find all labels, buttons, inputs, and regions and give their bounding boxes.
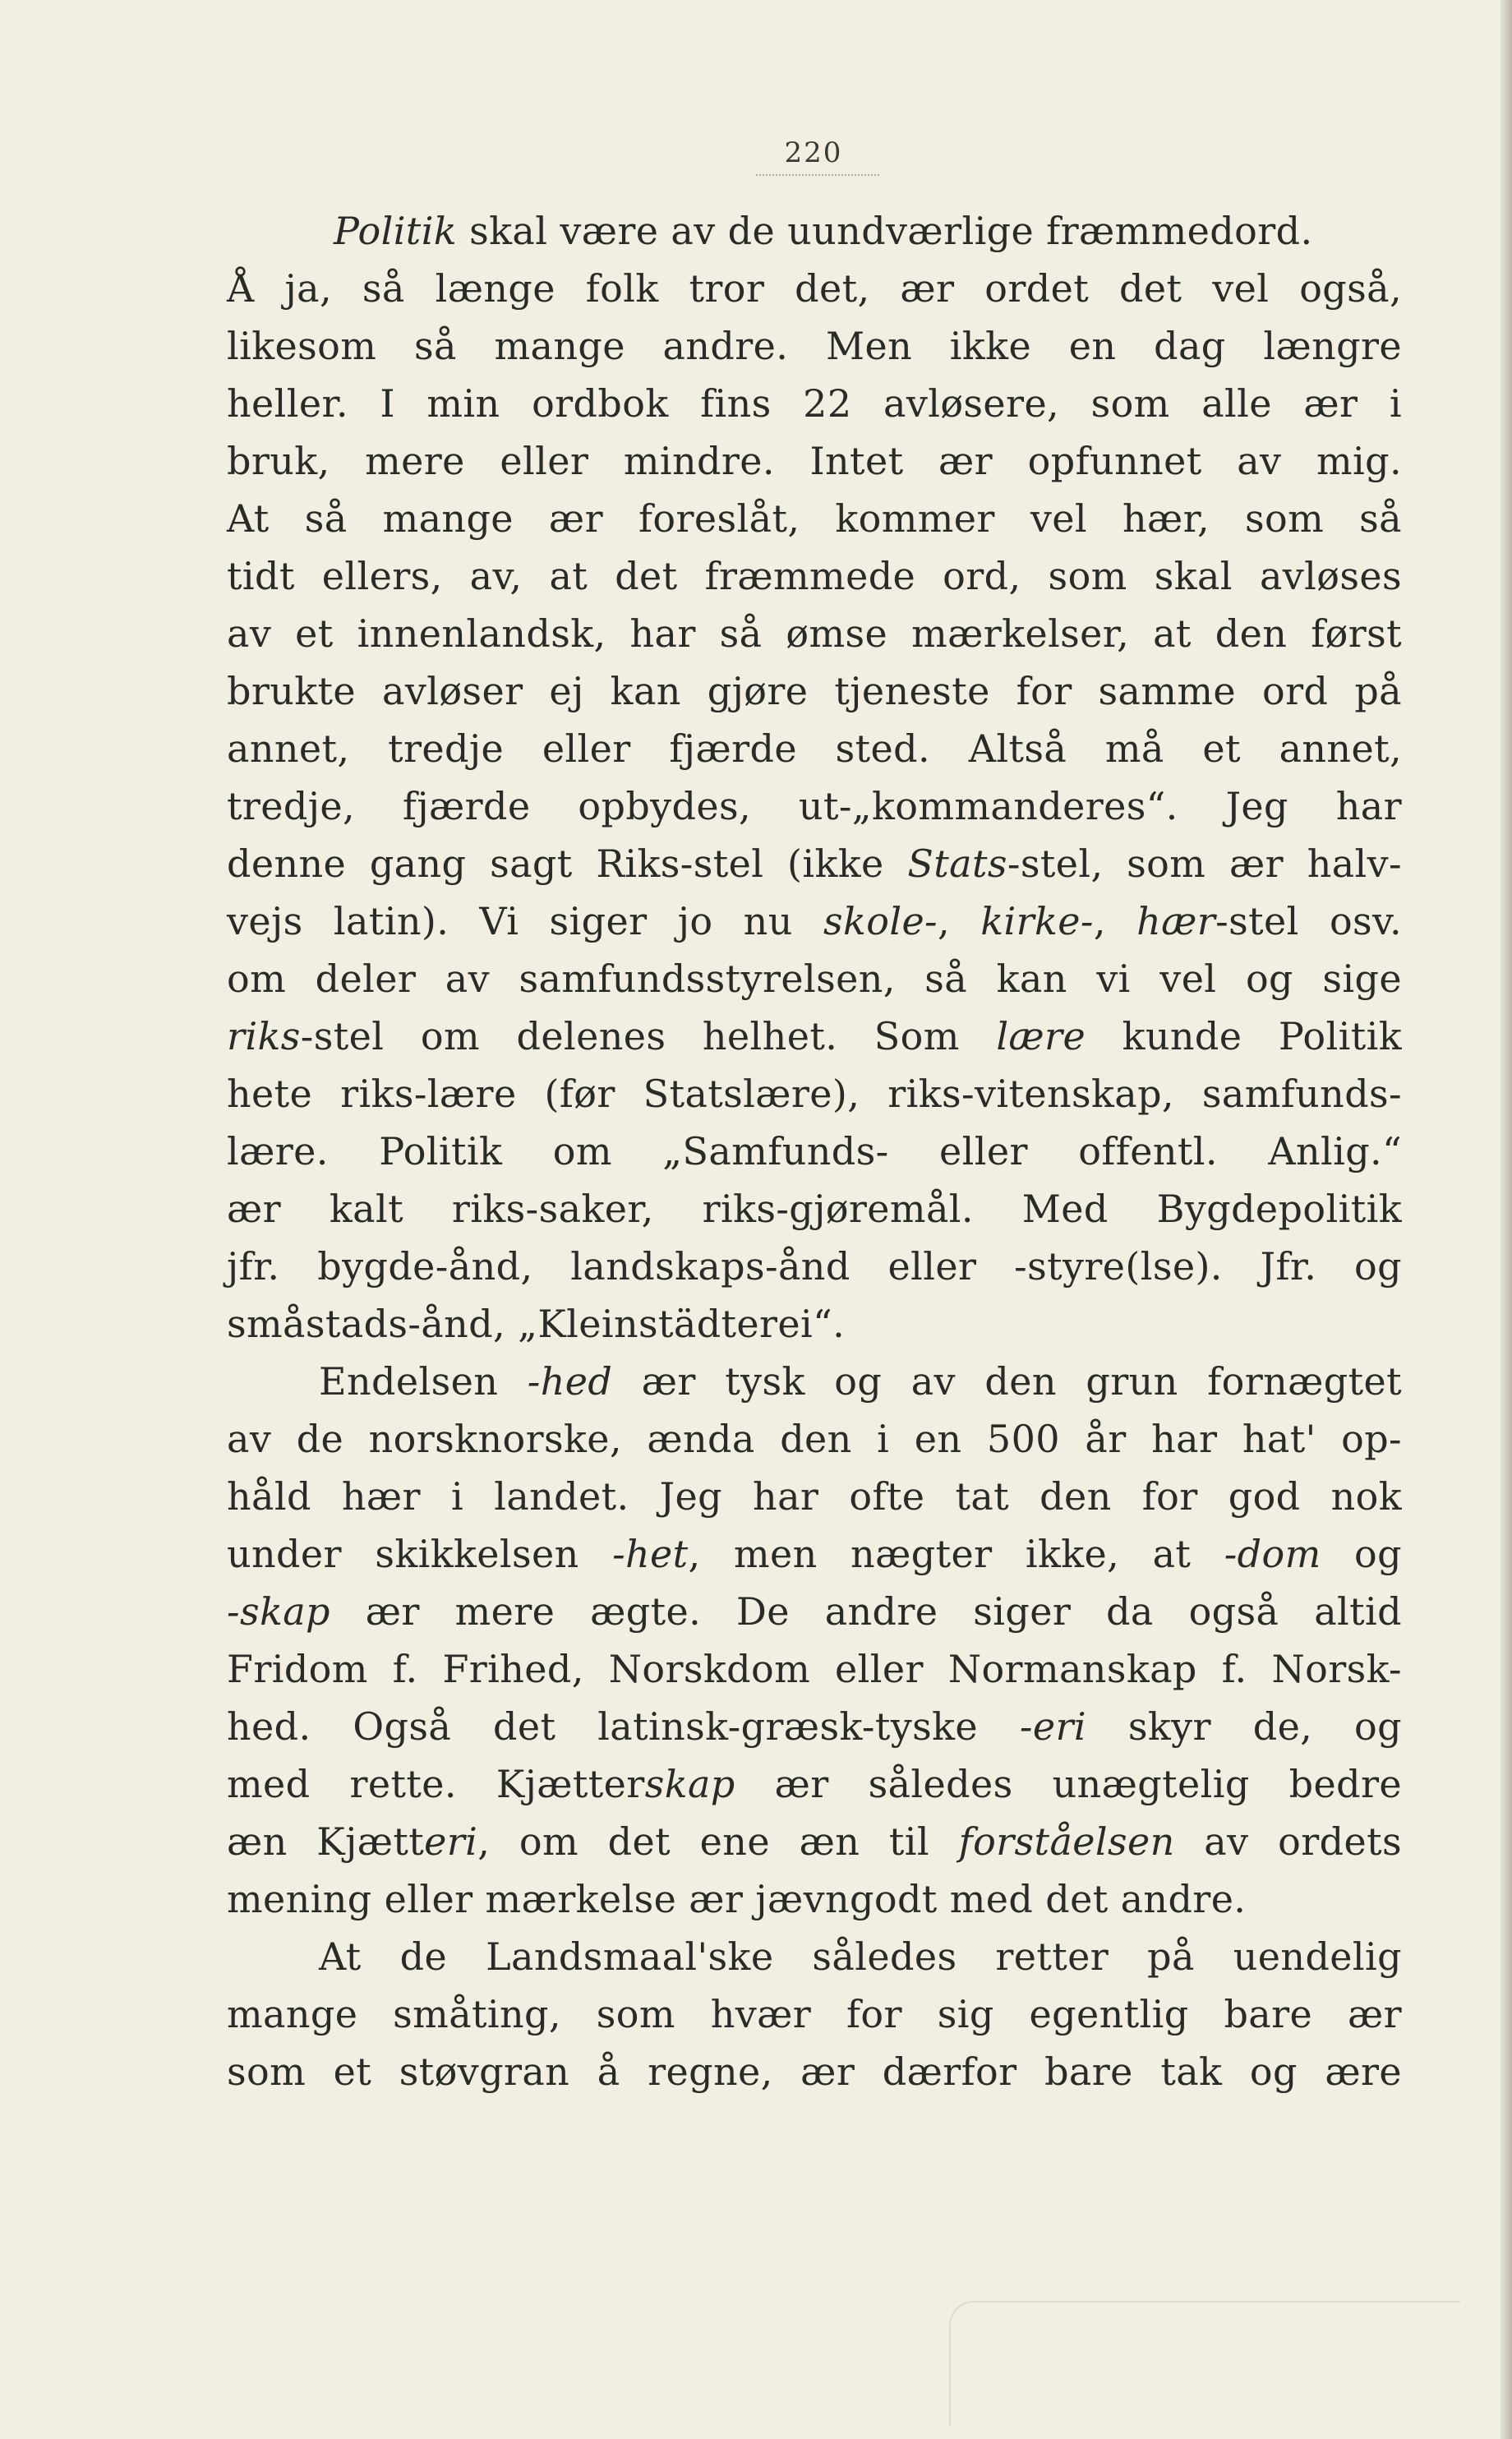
text-line: [227, 892, 1402, 950]
text-segment: ær tysk og av den grun fornægtet: [612, 1359, 1403, 1404]
italic-text: eri: [424, 1819, 478, 1864]
text-line: [227, 490, 1402, 547]
text-segment: småstads-ånd, „Kleinstädterei“.: [227, 1302, 846, 1346]
text-line: [227, 605, 1402, 662]
text-segment: bruk, mere eller mindre. Intet ær opfunnet av mig.: [227, 439, 1402, 483]
text-line: [227, 260, 1402, 317]
italic-text: hær: [1136, 899, 1216, 943]
text-line: [227, 1123, 1402, 1180]
italic-text: Politik: [334, 209, 458, 253]
text-segment: -stel, som ær halv-: [1007, 841, 1402, 886]
text-segment: mening eller mærkelse ær jævngodt med det andre.: [227, 1877, 1247, 1921]
text-segment: skal være av de uundværlige fræmmedord.: [457, 209, 1313, 253]
page-number: 220: [784, 136, 843, 169]
body-text: [227, 202, 1402, 2100]
text-line: [227, 202, 1402, 260]
text-line: [227, 317, 1402, 375]
italic-text: -skap: [227, 1589, 330, 1634]
text-segment: som et støvgran å regne, ær dærfor bare tak og ære: [227, 2049, 1402, 2094]
text-segment: At de Landsmaal'ske således retter på uendelig: [319, 1934, 1402, 1979]
italic-text: kirke-: [980, 899, 1094, 943]
text-segment: heller. I min ordbok fins 22 avløsere, som alle ær i: [227, 381, 1402, 426]
text-line: [227, 1065, 1402, 1123]
text-line: [227, 1985, 1402, 2043]
text-segment: Fridom f. Frihed, Norskdom eller Normanskap f. Norsk-: [227, 1647, 1402, 1691]
page-number-rule: [756, 174, 879, 176]
text-segment: æn Kjætt: [227, 1819, 425, 1864]
italic-text: -het: [612, 1532, 689, 1576]
text-line: [227, 1583, 1402, 1640]
text-segment: hed. Også det latinsk-græsk-tyske: [227, 1704, 1020, 1749]
text-segment: , men nægter ikke, at: [688, 1532, 1224, 1576]
text-segment: og: [1321, 1532, 1402, 1576]
text-segment: brukte avløser ej kan gjøre tjeneste for samme ord på: [227, 669, 1402, 713]
text-segment: ær således unægtelig bedre: [735, 1762, 1402, 1806]
text-line: [227, 1295, 1402, 1353]
text-segment: om deler av samfundsstyrelsen, så kan vi vel og sige: [227, 957, 1402, 1001]
text-line: [227, 1640, 1402, 1698]
text-segment: av et innenlandsk, har så ømse mærkelser, at den først: [227, 611, 1402, 656]
text-line: [227, 2043, 1402, 2100]
text-segment: ,: [1093, 899, 1137, 943]
text-segment: vejs latin). Vi siger jo nu: [227, 899, 823, 943]
text-segment: kunde Politik: [1086, 1014, 1402, 1058]
text-segment: -stel om delenes helhet. Som: [300, 1014, 997, 1058]
text-line: [227, 1007, 1402, 1065]
text-line: [227, 662, 1402, 720]
text-line: [227, 835, 1402, 892]
text-segment: denne gang sagt Riks-stel (ikke: [227, 841, 908, 886]
text-line: [227, 1238, 1402, 1295]
text-segment: hete riks-lære (før Statslære), riks-vitenskap, samfunds-: [227, 1072, 1402, 1116]
text-segment: tidt ellers, av, at det fræmmede ord, som skal avløses: [227, 554, 1402, 598]
text-line: [227, 1928, 1402, 1985]
text-line: [227, 777, 1402, 835]
text-segment: jfr. bygde-ånd, landskaps-ånd eller -styre(lse). Jfr. og: [227, 1244, 1402, 1289]
italic-text: skap: [644, 1762, 735, 1806]
text-segment: lære. Politik om „Samfunds- eller offentl. Anlig.“: [227, 1129, 1402, 1173]
text-line: [227, 1468, 1402, 1525]
text-line: [227, 1525, 1402, 1583]
italic-text: riks: [227, 1014, 301, 1058]
italic-text: forståelsen: [958, 1819, 1175, 1864]
italic-text: -eri: [1019, 1704, 1086, 1749]
text-line: [227, 1698, 1402, 1755]
text-segment: mange småting, som hvær for sig egentlig bare ær: [227, 1992, 1402, 2036]
text-line: [227, 720, 1402, 777]
text-segment: av ordets: [1174, 1819, 1402, 1864]
text-line: [227, 950, 1402, 1007]
text-line: [227, 1180, 1402, 1238]
text-segment: tredje, fjærde opbydes, ut-„kommanderes“. Jeg har: [227, 784, 1402, 828]
text-line: [227, 1353, 1402, 1410]
paper-crease: [949, 2301, 1460, 2426]
text-segment: Å ja, så længe folk tror det, ær ordet det vel også,: [227, 266, 1402, 311]
text-line: [227, 1410, 1402, 1468]
italic-text: -hed: [527, 1359, 613, 1404]
text-segment: ær kalt riks-saker, riks-gjøremål. Med Bygdepolitik: [227, 1187, 1402, 1231]
page-edge: [1500, 0, 1512, 2439]
text-segment: under skikkelsen: [227, 1532, 613, 1576]
text-segment: ,: [938, 899, 981, 943]
text-line: [227, 1755, 1402, 1813]
text-line: [227, 432, 1402, 490]
text-segment: håld hær i landet. Jeg har ofte tat den for god nok: [227, 1474, 1402, 1519]
text-segment: Endelsen: [319, 1359, 528, 1404]
text-line: [227, 1813, 1402, 1870]
text-segment: av de norsknorske, ænda den i en 500 år har hat' op-: [227, 1417, 1402, 1461]
text-segment: At så mange ær foreslåt, kommer vel hær, som så: [227, 496, 1402, 541]
text-line: [227, 1870, 1402, 1928]
italic-text: lære: [996, 1014, 1086, 1058]
text-line: [227, 547, 1402, 605]
text-segment: med rette. Kjætter: [227, 1762, 645, 1806]
text-line: [227, 375, 1402, 432]
text-segment: annet, tredje eller fjærde sted. Altså må et annet,: [227, 726, 1402, 771]
text-segment: likesom så mange andre. Men ikke en dag længre: [227, 324, 1402, 368]
text-segment: , om det ene æn til: [477, 1819, 959, 1864]
text-segment: -stel osv.: [1215, 899, 1402, 943]
text-segment: skyr de, og: [1086, 1704, 1402, 1749]
italic-text: -dom: [1224, 1532, 1321, 1576]
text-segment: ær mere ægte. De andre siger da også altid: [330, 1589, 1402, 1634]
italic-text: skole-: [823, 899, 938, 943]
italic-text: Stats: [907, 841, 1007, 886]
